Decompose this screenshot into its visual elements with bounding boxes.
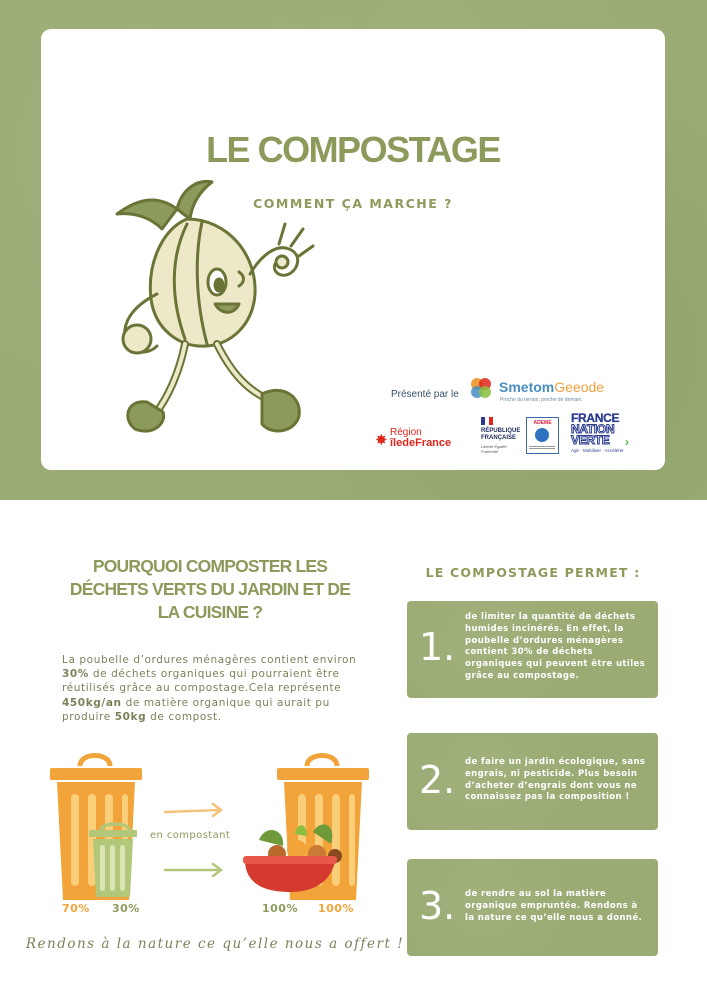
smetom-logo-text: SmetomGeeode [499, 379, 605, 395]
benefit-card-1 [407, 601, 658, 698]
ademe-lines [529, 446, 555, 450]
ademe-globe-icon [535, 428, 549, 442]
green-trash-bin-icon [89, 824, 137, 897]
benefit-text: de faire un jardin écologique, sans engrais, ni pesticide. Plus besoin d’acheter d’engrais dont vous ne connaissez pas la composition ! [465, 757, 646, 803]
pct-right-orange: 100% [318, 902, 354, 915]
fnv-line1: FRANCE [571, 411, 620, 425]
smetom-flower-logo [469, 376, 493, 400]
chevron-right-icon: › [625, 435, 629, 449]
smetom-tagline: Proche du terrain, proche de demain. [500, 397, 583, 403]
region-star-icon: ✸ [375, 432, 388, 449]
rf-line1: RÉPUBLIQUE [481, 428, 521, 434]
onion-mascot-illustration [67, 174, 327, 454]
cover-card [41, 29, 665, 470]
ademe-logo [526, 417, 559, 454]
french-flag-icon [481, 417, 493, 425]
benefit-card-2 [407, 733, 658, 830]
presented-by-label: Présenté par le [391, 389, 459, 400]
page-title: LE COMPOSTAGE [206, 129, 500, 170]
why-title: POURQUOI COMPOSTER LES DÉCHETS VERTS DU JARDIN ET DE LA CUISINE ? [69, 556, 351, 622]
pct-left-green: 30% [112, 902, 140, 915]
region-line2: îledeFrance [390, 437, 452, 449]
pct-left-orange: 70% [62, 902, 90, 915]
benefit-number: 3. [419, 884, 456, 928]
france-nation-verte-logo [571, 411, 629, 453]
pct-right-green: 100% [262, 902, 298, 915]
region-line1: Région [390, 427, 422, 438]
benefit-number: 1. [419, 625, 456, 669]
fnv-tagline: Agir · Mobiliser · Accélérer [571, 448, 624, 453]
rf-motto: Liberté Égalité Fraternité [481, 444, 507, 454]
benefit-text: de rendre au sol la matière organique empruntée. Rendons à la nature ce qu’elle nous a donné. [465, 889, 643, 923]
permet-title: LE COMPOSTAGE PERMET : [425, 565, 641, 580]
rf-line2: FRANÇAISE [481, 435, 517, 441]
fnv-line3: VERTE [571, 433, 610, 447]
why-body-text: La poubelle d’ordures ménagères contient environ 30% de déchets organiques qui pourraient être réutilisés grâce au compostage.Cela représente 450kg/an de matière organique qui aurait pu produire 50kg de compost. [62, 654, 357, 723]
benefit-card-3 [407, 859, 658, 956]
page-subtitle: COMMENT ÇA MARCHE ? [253, 196, 453, 211]
ademe-label: ADEME [533, 420, 552, 426]
arrow-label: en compostant [150, 830, 231, 841]
slogan: Rendons à la nature ce qu’elle nous a offert ! [25, 936, 405, 952]
benefit-number: 2. [419, 758, 456, 802]
fnv-line2: NATION [571, 422, 615, 436]
benefit-text: de limiter la quantité de déchets humides incinérés. En effet, la poubelle d’ordures ménagères contient 30% de déchets organiques qui peuvent être utiles grâce au compostage. [465, 612, 646, 681]
